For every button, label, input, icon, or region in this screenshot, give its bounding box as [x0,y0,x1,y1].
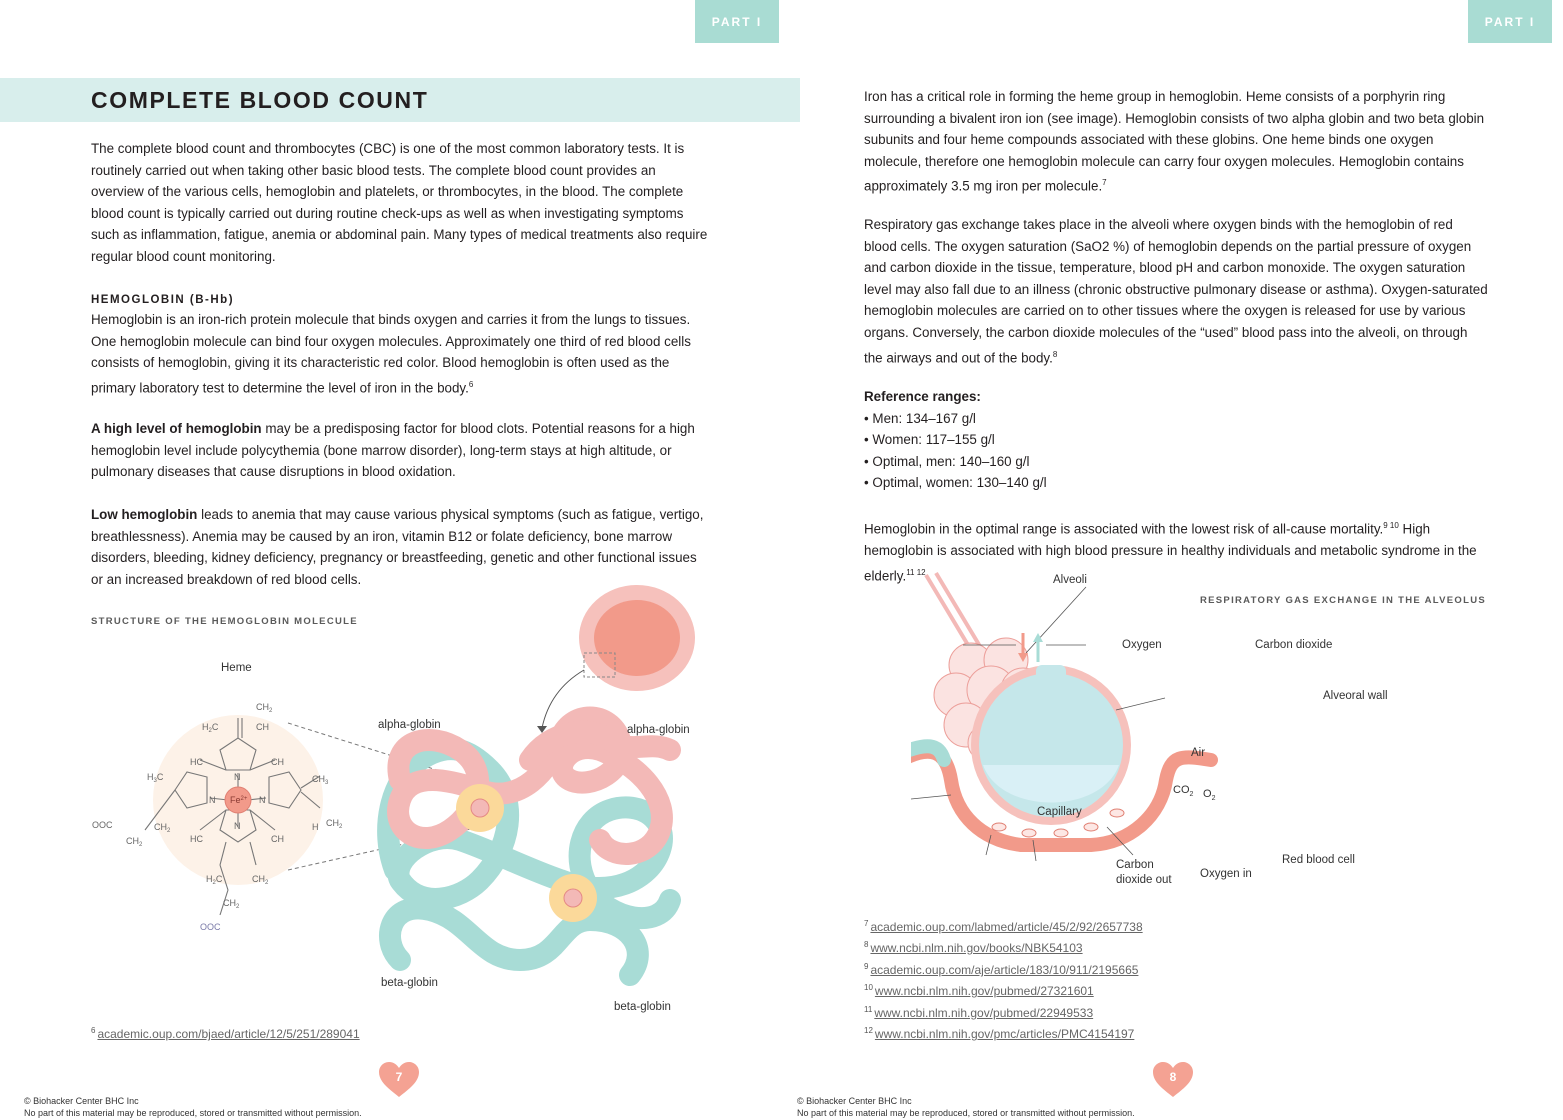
ch2-label-6: $CH_2$ [223,898,240,910]
iron-text: Iron has a critical role in forming the heme group in hemoglobin. Heme consists of a porphyrin ring surrounding a bivalent iron ion (see image). Hemoglobin consists of two alpha globin and two beta globin subunits and four heme compounds associated with these globins. One heme binds one oxygen molecule, therefore one hemoglobin molecule can carry four oxygen molecules. Hemoglobin contains approximately 3.5 mg iron per molecule. [864,89,1485,194]
hemoglobin-illustration [90,580,710,1020]
n-label-4: N [234,821,241,831]
page-number-heart [1153,1062,1193,1098]
optimal-text-2: High hemoglobin is associated with high blood pressure in healthy individuals and metabolic syndrome in the elderly. [864,521,1477,584]
ooc-label-2: OOC [200,922,221,932]
h3c-label: $H_3C$ [147,772,164,784]
gas-exchange-text: Respiratory gas exchange takes place in the alveoli where oxygen binds with the hemoglobin of red blood cells. The oxygen saturation (SaO2 %) of hemoglobin depends on the partial pressure of oxygen and carbon dioxide in the tissue, temperature, blood pH and carbon monoxide. The oxygen saturation level may also fall due to an illness (chronic obstructive pulmonary disease or asthma). Oxygen-saturated hemoglobin molecules are carried on to other tissues where the oxygen is released for use by various organs. Conversely, the carbon dioxide molecules of the “used” blood pass into the alveoli, on through the airways and out of the body. [864,217,1488,366]
co2-arrowhead-icon [1033,633,1043,642]
footnote-ref: 6 [468,379,474,389]
copyright-line-1: © Biohacker Center BHC Inc [24,1096,139,1106]
optimal-text: Hemoglobin in the optimal range is associated with the lowest risk of all-cause mortality. [864,521,1384,537]
footnote-12: $^{12}$ www.ncbi.nlm.nih.gov/pmc/articles/PMC4154197 [864,1026,1135,1041]
footnote-link[interactable]: academic.oup.com/labmed/article/45/2/92/2657738 [870,920,1143,934]
heme-label: Heme [221,662,252,674]
page-number: 7 [395,1070,403,1084]
footnote-link[interactable]: academic.oup.com/bjaed/article/12/5/251/289041 [97,1027,360,1041]
page-number-heart [379,1062,419,1098]
copyright-line-2: No part of this material may be reproduced, stored or transmitted without permission. [797,1108,1135,1118]
copyright-line-1: © Biohacker Center BHC Inc [797,1096,912,1106]
footnote-11: $^{11}$ www.ncbi.nlm.nih.gov/pubmed/22949533 [864,1005,1094,1020]
footnote-link[interactable]: www.ncbi.nlm.nih.gov/books/NBK54103 [870,941,1083,955]
reference-item: • Women: 117–155 g/l [864,432,995,448]
red-blood-cell-core [594,600,680,676]
footnote-ref: 9 10 [1383,521,1399,530]
footnote-ref: 11 12 [906,567,926,577]
hemoglobin-section [91,291,711,399]
o2-label: $O_2$ [1203,788,1216,803]
n-label: N [234,772,241,782]
gas-exchange-figure-title: RESPIRATORY GAS EXCHANGE IN THE ALVEOLUS [1200,595,1487,606]
low-lead: Low hemoglobin [91,507,198,522]
red-blood-cell-label: Red blood cell [1282,854,1355,866]
n-label-3: N [259,795,266,805]
footnote-link[interactable]: academic.oup.com/aje/article/183/10/911/2195665 [870,963,1139,977]
alveolus-illustration [911,565,1351,895]
footnote-ref: 7 [1102,178,1107,188]
oxygen-label: Oxygen [1122,639,1162,651]
reference-ranges [864,386,1489,494]
hemoglobin-text: Hemoglobin is an iron-rich protein molecule that binds oxygen and carries it from the lungs to tissues. One hemoglobin molecule can bind four oxygen molecules. Approximately one third of red blood cells consists of hemoglobin, giving it its characteristic red color. Blood hemoglobin is often used as the primary laboratory test to determine the level of iron in the body. [91,312,691,396]
footnote-10: $^{10}$ www.ncbi.nlm.nih.gov/pubmed/27321601 [864,983,1094,998]
page-title: COMPLETE BLOOD COUNT [91,87,429,113]
heme-group-core [471,799,489,817]
copyright-line-2: No part of this material may be reproduced, stored or transmitted without permission. [24,1108,362,1118]
low-hemoglobin-paragraph [91,504,711,590]
hc-label: HC [190,757,203,767]
copyright [24,1095,362,1119]
ch-label-3: CH [271,834,284,844]
hemoglobin-heading: HEMOGLOBIN (B-Hb) [91,294,235,306]
low-text: leads to anemia that may cause various physical symptoms (such as fatigue, vertigo, breathlessness). Anemia may be caused by an iron, vitamin B12 or folate deficiency, bone marrow disorders, bleeding, kidney deficiency, pregnancy or breastfeeding, genetic and other functional issues or an increased breakdown of red blood cells. [91,507,704,587]
high-text: may be a predisposing factor for blood clots. Potential reasons for a high hemoglobin level include polycythemia (bone marrow disorder), long-term stays at high altitude, or pulmonary diseases that cause disruptions in blood oxidation. [91,421,695,480]
heme-group-core [564,889,582,907]
ch-label: CH [256,722,269,732]
carbon-dioxide-out-label: Carbon dioxide out [1116,859,1172,886]
high-lead: A high level of hemoglobin [91,421,262,436]
air-label: Air [1191,747,1206,759]
ch2-label: $CH_2$ [256,702,273,714]
alveoli-label: Alveoli [1053,574,1087,586]
reference-list [864,408,1489,494]
footnote-link[interactable]: www.ncbi.nlm.nih.gov/pubmed/27321601 [874,984,1094,998]
footnote-link[interactable]: www.ncbi.nlm.nih.gov/pmc/articles/PMC4154197 [874,1027,1135,1041]
airway-opening [1036,665,1066,683]
h2c-label: $H_2C$ [202,722,219,734]
co2-label: $CO_2$ [1173,784,1194,799]
alveoli-pointer [1026,587,1086,653]
right-page [781,0,1563,1120]
globin-chains [388,718,670,976]
hemoglobin-paragraph [91,309,711,399]
footnote-link[interactable]: www.ncbi.nlm.nih.gov/pubmed/22949533 [874,1006,1094,1020]
ch2-label-3: $CH_2$ [126,836,143,848]
footnote-8: $^8$ www.ncbi.nlm.nih.gov/books/NBK54103 [864,940,1083,955]
carbon-dioxide-label: Carbon dioxide [1255,639,1333,651]
oxygen-in-label: Oxygen in [1200,868,1252,880]
page-number: 8 [1169,1070,1177,1084]
ch2-label-2: $CH_2$ [154,822,171,834]
left-page [0,0,781,1120]
capillary-pointer [911,795,951,803]
hemoglobin-figure-title: STRUCTURE OF THE HEMOGLOBIN MOLECULE [91,616,358,627]
footnote-9: $^9$ academic.oup.com/aje/article/183/10/911/2195665 [864,962,1139,977]
h-label: H [312,822,319,832]
ch2-label-5: $CH_2$ [252,874,269,886]
gas-exchange-paragraph [864,214,1489,369]
high-hemoglobin-paragraph [91,418,711,483]
intro-paragraph [91,138,711,268]
hc-label-2: HC [190,834,203,844]
footnote-ref: 8 [1052,349,1058,359]
beta-globin-label-2: beta-globin [614,1001,671,1013]
footnote-number: 6 [91,1026,96,1035]
footnote-7: $^7$ academic.oup.com/labmed/article/45/2/92/2657738 [864,919,1143,934]
footnote-6 [91,1026,360,1041]
reference-heading: Reference ranges: [864,389,981,404]
n-label-2: N [209,795,216,805]
reference-item: • Men: 134–167 g/l [864,410,976,426]
ch3-label: $CH_3$ [312,774,329,786]
fe-label: $Fe^{2+}$ [230,795,248,805]
part-tab: PART I [695,0,779,43]
ch-label-2: CH [271,757,284,767]
part-tab: PART I [1468,0,1552,43]
beta-globin-chain-2 [390,908,638,975]
ooc-label: OOC [92,820,113,830]
copyright [797,1095,1135,1119]
reference-item: • Optimal, women: 130–140 g/l [864,475,1047,491]
alpha-globin-label: alpha-globin [378,719,441,731]
ch2-label-4: $CH_2$ [326,818,343,830]
capillary-label: Capillary [1037,806,1082,818]
beta-globin-label: beta-globin [381,977,438,989]
reference-item: • Optimal, men: 140–160 g/l [864,453,1030,469]
alveolar-wall-label: Alveoral wall [1323,690,1388,702]
wall-pointer [1116,698,1165,710]
iron-paragraph [864,86,1489,197]
alpha-globin-label-2: alpha-globin [627,724,690,736]
intro-text: The complete blood count and thrombocytes (CBC) is one of the most common laboratory tests. It is routinely carried out when taking other basic blood tests. The complete blood count provides an overview of the various cells, hemoglobin and platelets, or thrombocytes, in the blood. The complete blood count is typically carried out during routine check-ups as well as when investigating symptoms such as inflammation, fatigue, anemia or abdominal pain. Many types of medical treatments also require regular blood count monitoring. [91,141,708,264]
h2c-label-2: $H_2C$ [206,874,223,886]
